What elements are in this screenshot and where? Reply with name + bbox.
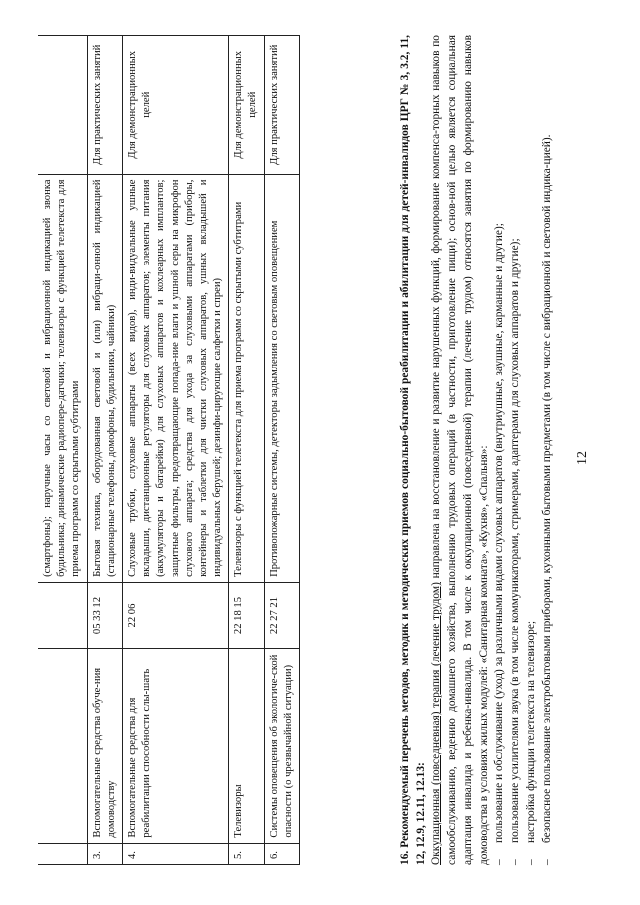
section-paragraph [429, 35, 492, 865]
row-code-cell: 22 18 15 [229, 582, 264, 648]
skills-list [492, 35, 555, 865]
rehabilitation-means-table [38, 35, 300, 865]
row-number-cell: 6. [264, 843, 299, 864]
row-name-cell: Системы оповещения об экологиче-ской опасности (о чрезвычайной ситуации) [264, 649, 299, 844]
table-row [229, 36, 264, 865]
table-row [38, 36, 87, 865]
row-description-cell: (смартфоны); наручные часы со световой и вибрационной индикацией звонка будильника; динамические радиопере-датчики; телевизоры с функцией телетекста для приема программ со скрытыми субтитрами [38, 174, 87, 582]
row-code-cell: 05 33 12 [87, 582, 122, 648]
row-code-cell: 22 27 21 [264, 582, 299, 648]
list-item-text: пользование и обслуживание (уход) за различными видами слуховых аппаратов (внутриушные, заушные, карманные и другие); [493, 223, 506, 843]
row-purpose-cell: Для практических занятий [264, 36, 299, 175]
list-item [524, 35, 540, 865]
section-heading: 16. Рекомендуемый перечень методов, методик и методических приемов социально-бытовой реабилитации и абилитации для детей-инвалидов ЦРГ № 3, 3.2, 11, 12, 12.9, 12.11, 12.13: [399, 35, 427, 865]
dash-marker: – [493, 859, 506, 865]
row-purpose-cell [38, 36, 87, 175]
row-code-cell [38, 582, 87, 648]
list-item [508, 35, 524, 865]
row-name-cell: Вспомогательные средства обуче-ния домоводству [87, 649, 122, 844]
row-number-cell: 5. [229, 843, 264, 864]
dash-marker: – [524, 859, 537, 865]
section-16 [398, 35, 555, 865]
list-item [492, 35, 508, 865]
row-purpose-cell: Для практических занятий [87, 36, 122, 175]
table-row [122, 36, 228, 865]
list-item-text: безопасное пользование электробытовыми приборами, кухонными бытовыми предметами (в том числе с вибрационной и световой индика-цией). [540, 134, 553, 843]
row-name-cell: Телевизоры [229, 649, 264, 844]
row-name-cell [38, 649, 87, 844]
list-item [540, 35, 556, 865]
table-row [87, 36, 122, 865]
row-description-cell: Бытовая техника, оборудованная световой и (или) вибраци-онной индикацией (стационарные телефоны, домофоны, будильники, чайники) [87, 174, 122, 582]
row-purpose-cell: Для демонстрационных целей [122, 36, 228, 175]
occupational-therapy-term: Оккупационная (повседневная) терапия (лечение трудом) [430, 582, 443, 865]
page-number: 12 [575, 451, 590, 465]
list-item-text: настройка функции телетекста на телевизоре; [524, 620, 537, 843]
paragraph-text: направлена на восстановление и развитие нарушенных функций, формирование компенса-торных навыков по самообслуживанию, ведению домашнего хозяйства, выполнению трудовых операций (в частности, приготовление пищи); основ-ной целью является социальная адаптация инвалида и ребенка-инвалида. В том числе к оккупационной (повседневной) терапии (лечение трудом) относятся занятия по формированию навыков домоводства в условиях жилых модулей: «Санитарная комната», «Кухня», «Спальня»: [430, 35, 490, 865]
dash-marker: – [509, 859, 522, 865]
row-description-cell: Слуховые трубки, слуховые аппараты (всех видов), инди-видуальные ушные вкладыши, дистанционные регуляторы для слуховых аппаратов; элементы питания (аккумуляторы и батарейки) для слуховых аппаратов и кохлеарных имплантов; защитные фильтры, предотвращающие попада-ние влаги и ушной серы на микрофон слухового аппарата; средства для ухода за слуховыми аппаратами (приборы, контейнеры и таблетки для чистки слуховых аппаратов, ушных вкладышей и индивидуальных берушей; дезинфи-цирующие салфетки и спреи) [122, 174, 228, 582]
row-name-cell: Вспомогательные средства для реабилитации способности слы-шать [122, 649, 228, 844]
dash-marker: – [540, 859, 553, 865]
table-row [264, 36, 299, 865]
row-code-cell: 22 06 [122, 582, 228, 648]
row-purpose-cell: Для демонстрационных целей [229, 36, 264, 175]
row-description-cell: Противопожарные системы, детекторы задымления со световым оповещением [264, 174, 299, 582]
row-description-cell: Телевизоры с функцией телетекста для приема программ со скрытыми субтитрами [229, 174, 264, 582]
list-item-text: пользование усилителями звука (в том числе коммуникаторами, стримерами, адаптерами для слуховых аппаратов и другие); [509, 238, 522, 843]
row-number-cell: 4. [122, 843, 228, 864]
row-number-cell: 3. [87, 843, 122, 864]
row-number-cell [38, 843, 87, 864]
